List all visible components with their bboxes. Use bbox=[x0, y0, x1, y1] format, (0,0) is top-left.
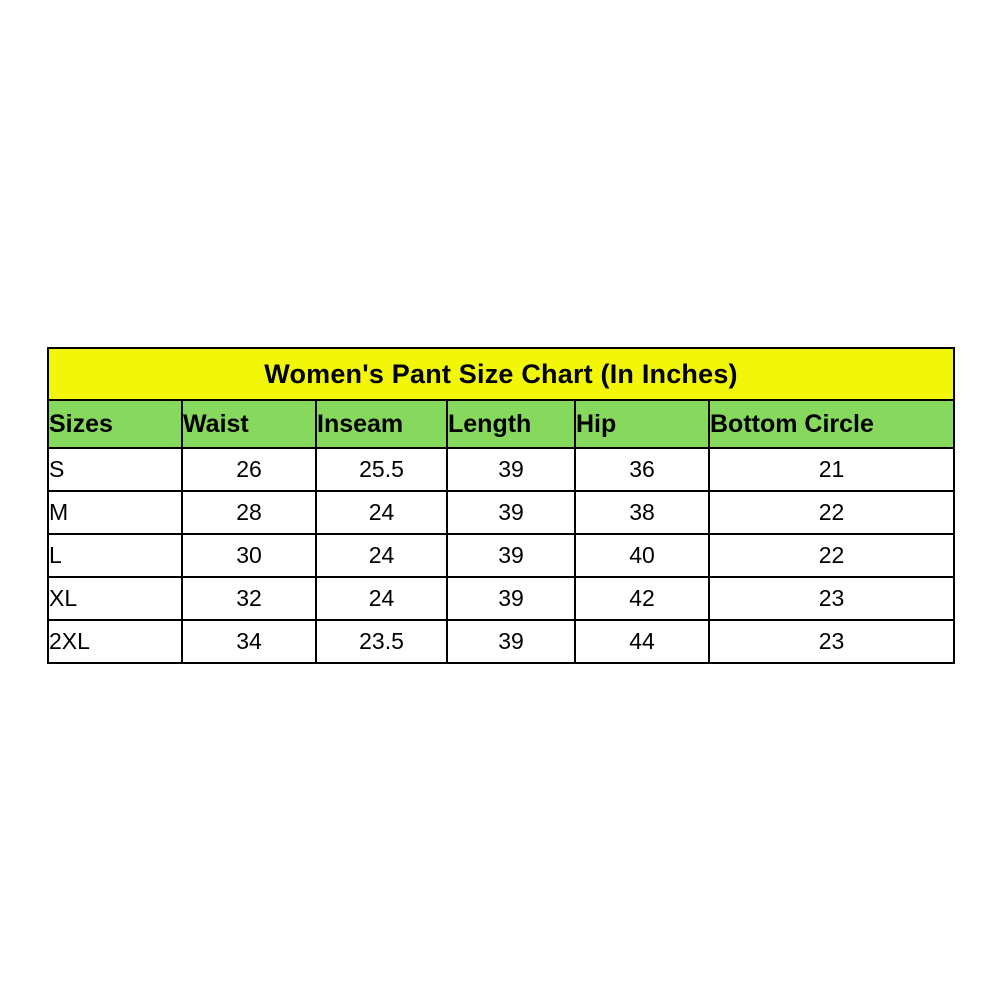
cell-bottom-circle: 22 bbox=[709, 491, 954, 534]
cell-size: M bbox=[48, 491, 182, 534]
cell-bottom-circle: 21 bbox=[709, 448, 954, 491]
cell-bottom-circle: 22 bbox=[709, 534, 954, 577]
cell-hip: 42 bbox=[575, 577, 709, 620]
cell-hip: 40 bbox=[575, 534, 709, 577]
cell-inseam: 24 bbox=[316, 491, 447, 534]
table-row bbox=[48, 620, 954, 663]
cell-inseam: 24 bbox=[316, 534, 447, 577]
cell-waist: 28 bbox=[182, 491, 316, 534]
table-row bbox=[48, 534, 954, 577]
cell-size: L bbox=[48, 534, 182, 577]
cell-size: 2XL bbox=[48, 620, 182, 663]
cell-hip: 36 bbox=[575, 448, 709, 491]
column-header-inseam: Inseam bbox=[316, 400, 447, 448]
table-row bbox=[48, 577, 954, 620]
cell-length: 39 bbox=[447, 620, 575, 663]
cell-bottom-circle: 23 bbox=[709, 577, 954, 620]
cell-bottom-circle: 23 bbox=[709, 620, 954, 663]
cell-hip: 38 bbox=[575, 491, 709, 534]
column-header-sizes: Sizes bbox=[48, 400, 182, 448]
size-chart-table bbox=[47, 347, 955, 664]
cell-size: XL bbox=[48, 577, 182, 620]
table-row bbox=[48, 448, 954, 491]
column-header-length: Length bbox=[447, 400, 575, 448]
column-header-hip: Hip bbox=[575, 400, 709, 448]
cell-length: 39 bbox=[447, 577, 575, 620]
table-title-row bbox=[48, 348, 954, 400]
table-header-row bbox=[48, 400, 954, 448]
cell-waist: 26 bbox=[182, 448, 316, 491]
table-row bbox=[48, 491, 954, 534]
column-header-waist: Waist bbox=[182, 400, 316, 448]
cell-inseam: 24 bbox=[316, 577, 447, 620]
cell-length: 39 bbox=[447, 448, 575, 491]
cell-inseam: 25.5 bbox=[316, 448, 447, 491]
cell-inseam: 23.5 bbox=[316, 620, 447, 663]
size-chart-container bbox=[47, 347, 953, 664]
cell-waist: 30 bbox=[182, 534, 316, 577]
cell-length: 39 bbox=[447, 491, 575, 534]
cell-size: S bbox=[48, 448, 182, 491]
cell-length: 39 bbox=[447, 534, 575, 577]
cell-hip: 44 bbox=[575, 620, 709, 663]
cell-waist: 32 bbox=[182, 577, 316, 620]
chart-title: Women's Pant Size Chart (In Inches) bbox=[48, 348, 954, 400]
cell-waist: 34 bbox=[182, 620, 316, 663]
column-header-bottom-circle: Bottom Circle bbox=[709, 400, 954, 448]
